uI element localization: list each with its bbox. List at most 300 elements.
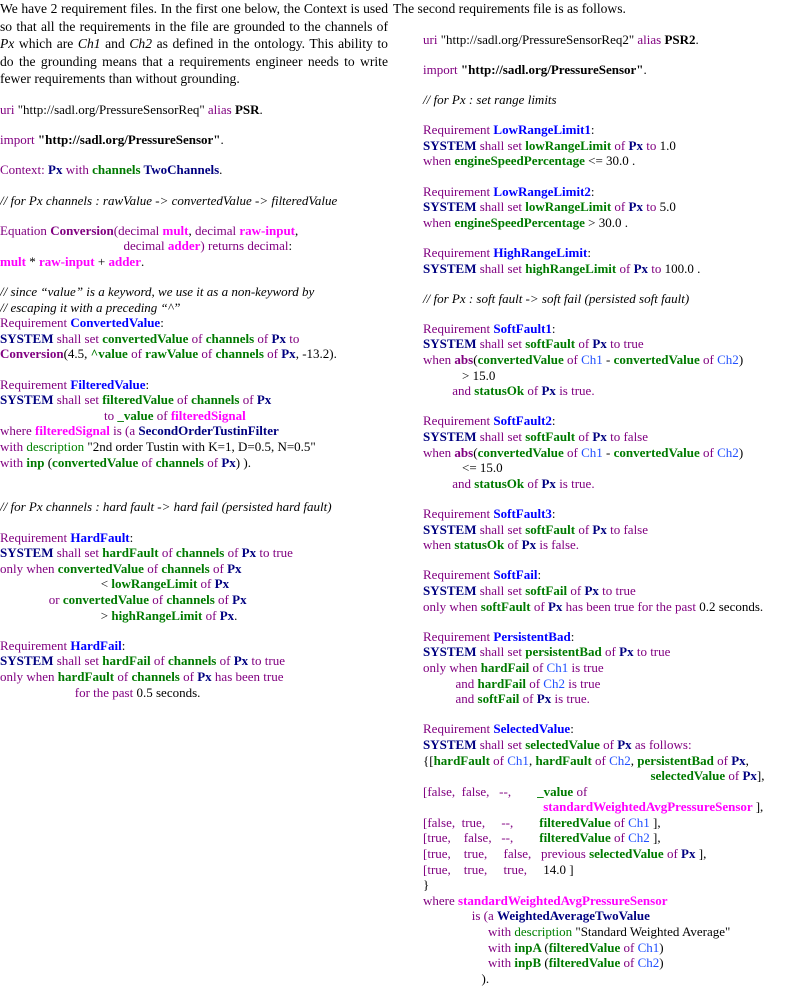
code-token: of (153, 653, 168, 669)
code-line (0, 315, 388, 331)
code-token: only when (423, 659, 481, 675)
code-token: "Standard Weighted Average" (575, 924, 731, 940)
code-line (0, 653, 388, 669)
code-token: of (191, 330, 206, 346)
code-token: SYSTEM (423, 137, 480, 153)
code-token: raw-input (39, 253, 95, 269)
code-token: _value (117, 407, 157, 423)
code-token: : (551, 413, 556, 429)
code-token: selectedValue (423, 768, 729, 784)
code-token: when (423, 153, 455, 169)
code-token: only when (423, 598, 481, 614)
code-token: <= 15.0 (423, 460, 503, 476)
code-line (423, 753, 785, 769)
code-token: LowRangeLimit1 (493, 122, 591, 138)
code-token: convertedValue (613, 444, 704, 460)
code-token: Px (214, 576, 230, 592)
code-token: alias (207, 101, 235, 117)
code-token: import (423, 61, 461, 77)
code-token: ConvertedValue (70, 315, 161, 331)
code-token: softFail (477, 691, 523, 707)
code-token: of (532, 659, 547, 675)
code-token: > 30.0 . (588, 214, 628, 230)
code-line (0, 669, 388, 685)
code-token: PersistentBad (493, 628, 571, 644)
code-token: to (651, 260, 665, 276)
code-token: Px (547, 598, 566, 614)
code-token: statusOk (474, 383, 528, 399)
code-line (0, 162, 388, 178)
blank-line (423, 276, 785, 291)
code-line (423, 830, 785, 846)
code-token: of (578, 521, 593, 537)
code-token: description (514, 924, 576, 940)
code-token: of (703, 352, 718, 368)
code-token: of (147, 560, 162, 576)
code-token: . (234, 607, 238, 623)
code-token: Px (584, 582, 603, 598)
code-token: inpA (514, 939, 545, 955)
code-token: Px (628, 137, 647, 153)
code-token: : (551, 320, 556, 336)
code-token: is true (568, 675, 601, 691)
code-token: . (695, 31, 699, 47)
code-line (0, 238, 388, 254)
code-token: convertedValue (102, 330, 192, 346)
code-line (423, 122, 785, 138)
code-token: "2nd order Tustin with K=1, D=0.5, N=0.5" (87, 439, 316, 455)
code-token: mult (162, 222, 189, 238)
code-token: , (295, 222, 299, 238)
code-token: SYSTEM (0, 545, 57, 561)
code-token: of (267, 346, 282, 362)
code-line (423, 32, 785, 48)
code-line (423, 737, 785, 753)
code-token: statusOk (454, 537, 508, 553)
code-token: Ch2 (609, 752, 631, 768)
code-line (0, 638, 388, 654)
code-token: channels (167, 653, 220, 669)
code-line (423, 413, 785, 429)
code-line (0, 608, 388, 624)
code-token: SYSTEM (423, 736, 480, 752)
code-line (0, 408, 388, 424)
code-token: ( (47, 454, 53, 470)
code-token: of (257, 330, 272, 346)
code-token: Px (592, 429, 611, 445)
code-token: persistentBad (525, 644, 606, 660)
code-token: "http://sadl.org/PressureSensorReq" (17, 101, 208, 117)
code-token: HardFault (70, 529, 130, 545)
code-token: filteredValue (539, 814, 614, 830)
code-line (0, 499, 388, 515)
code-line (423, 644, 785, 660)
code-token: ], (698, 846, 707, 862)
code-token: shall set (56, 653, 103, 669)
code-token: filteredValue (548, 955, 624, 971)
code-token: Requirement (423, 721, 494, 737)
code-line (0, 423, 388, 439)
code-line (423, 261, 785, 277)
blank-line (423, 47, 785, 62)
code-token: of (570, 582, 585, 598)
code-token: Px (592, 521, 611, 537)
code-token: Ch2 (717, 444, 739, 460)
code-token: We have 2 requirement files. In the first one below, the Context is used so that all the requirements in the file are grounded to the channels of (0, 1, 388, 34)
code-token: : (590, 183, 595, 199)
code-token: TwoChannels (143, 162, 220, 178)
code-line (423, 476, 785, 492)
code-token: is false. (539, 537, 580, 553)
code-token: channels (215, 346, 268, 362)
code-line (423, 676, 785, 692)
code-token: SYSTEM (0, 330, 57, 346)
code-line (423, 537, 785, 553)
code-token: of (227, 545, 242, 561)
code-line (423, 184, 785, 200)
code-token: + (94, 253, 109, 269)
code-token: hardFault (102, 545, 162, 561)
code-token: Px (241, 545, 260, 561)
code-token: has been true for the past (565, 598, 700, 614)
code-line (423, 599, 785, 615)
code-token: shall set (56, 392, 103, 408)
code-token: , (528, 752, 536, 768)
code-token: ( (473, 352, 478, 368)
blank-line (0, 270, 388, 285)
code-token: of (176, 392, 192, 408)
code-token: convertedValue (477, 352, 567, 368)
code-token: channels (166, 591, 219, 607)
code-token: PSR (234, 101, 260, 117)
code-token: HardFail (70, 637, 122, 653)
code-line (423, 583, 785, 599)
code-token: shall set (479, 260, 526, 276)
code-token: Requirement (423, 628, 494, 644)
code-token: Equation (0, 222, 51, 238)
code-token: Px (0, 36, 15, 52)
code-token: Requirement (0, 315, 71, 331)
code-token: abs (454, 444, 474, 460)
code-token: ( (473, 444, 478, 460)
code-line (0, 530, 388, 546)
code-token: Conversion (0, 346, 64, 362)
code-token: softFault (525, 429, 579, 445)
code-token: is (a (423, 908, 498, 924)
code-token: of (527, 383, 542, 399)
code-line (423, 768, 785, 784)
code-line (423, 908, 785, 924)
code-token: softFail (525, 582, 571, 598)
code-token: > (0, 607, 112, 623)
code-token: "http://sadl.org/PressureSensorReq2" (440, 31, 638, 47)
code-token: of (614, 814, 629, 830)
code-line (0, 223, 388, 239)
code-token: Requirement (423, 567, 494, 583)
code-token: channels (131, 668, 184, 684)
code-token: of (493, 752, 508, 768)
code-token: ) ). (235, 454, 251, 470)
blank-line (0, 485, 388, 500)
code-token: convertedValue (62, 591, 153, 607)
code-line (423, 383, 785, 399)
code-line (423, 784, 785, 800)
code-token: and (423, 383, 475, 399)
code-token: and (423, 691, 478, 707)
code-token: convertedValue (57, 560, 148, 576)
code-token: convertedValue (52, 454, 142, 470)
intro-paragraph (393, 0, 785, 18)
blank-line (423, 169, 785, 184)
code-line (0, 392, 388, 408)
code-token: with (423, 939, 515, 955)
code-token: . (259, 101, 263, 117)
code-line (423, 862, 785, 878)
code-token: Px (619, 644, 637, 660)
code-token: and (100, 36, 130, 52)
code-line (423, 460, 785, 476)
code-token: : (590, 122, 595, 138)
code-token: channels (191, 392, 243, 408)
code-token: to (646, 199, 660, 215)
code-token: of (200, 576, 215, 592)
code-token: "http://sadl.org/PressureSensor" (460, 61, 644, 77)
code-token: Px (256, 392, 272, 408)
code-token: adder (167, 238, 201, 254)
code-token: alias (637, 31, 665, 47)
code-token: to false (610, 521, 649, 537)
code-token: of (152, 591, 167, 607)
code-line (0, 576, 388, 592)
code-token: to true (610, 336, 644, 352)
code-token: softFault (525, 336, 579, 352)
code-token: and (423, 475, 475, 491)
code-token: of (141, 454, 156, 470)
code-token: of (623, 955, 638, 971)
code-token: Requirement (0, 529, 71, 545)
code-token: statusOk (474, 475, 528, 491)
code-line (423, 92, 785, 108)
code-token: rawValue (145, 346, 202, 362)
code-token: 0.5 seconds. (136, 684, 201, 700)
code-token: of (212, 560, 228, 576)
code-token: Requirement (423, 506, 494, 521)
code-token: to true (602, 582, 636, 598)
code-token: Conversion (50, 222, 114, 238)
code-token: * (26, 253, 39, 269)
code-line (423, 138, 785, 154)
code-token: Px (536, 691, 555, 707)
code-token: : (551, 506, 556, 521)
code-token: to (289, 330, 300, 346)
code-token: of (533, 598, 548, 614)
code-token: with (423, 924, 515, 940)
code-token: Requirement (423, 122, 494, 138)
right-column (393, 0, 785, 986)
blank-line (423, 614, 785, 629)
code-token: to true (636, 644, 671, 660)
code-token: shall set (479, 736, 526, 752)
code-token: Px (221, 454, 236, 470)
blank-line (423, 707, 785, 722)
code-token: of (205, 607, 220, 623)
code-line (423, 924, 785, 940)
code-line (423, 336, 785, 352)
code-token: or (0, 591, 63, 607)
code-token: of (567, 444, 582, 460)
code-token: Ch2 (628, 830, 654, 846)
code-token: Px (731, 752, 746, 768)
code-token: : (121, 637, 126, 653)
code-token: filteredSignal (170, 407, 246, 423)
code-token: shall set (479, 137, 526, 153)
code-token: is true. (554, 691, 590, 707)
code-token: , (745, 752, 749, 768)
blank-line (0, 515, 388, 530)
code-token: ) (659, 939, 664, 955)
code-token: Requirement (423, 183, 494, 199)
code-token: of (619, 260, 634, 276)
code-token: of (576, 783, 588, 799)
code-token: of (595, 752, 610, 768)
code-token: _value (537, 783, 577, 799)
code-token: [false, true, --, (423, 814, 540, 830)
code-token: Requirement (423, 244, 494, 260)
code-token: SYSTEM (423, 521, 480, 537)
code-token: softFault (525, 521, 579, 537)
code-token: SYSTEM (423, 260, 480, 276)
code-token: of (578, 336, 593, 352)
code-token: {[ (423, 752, 434, 768)
left-column (0, 0, 388, 700)
code-token: of (703, 444, 718, 460)
code-line (0, 193, 388, 209)
code-token: ) returns decimal (200, 238, 289, 254)
code-token: is true (571, 659, 604, 675)
code-token: shall set (479, 582, 526, 598)
code-token: channels (92, 162, 144, 178)
code-token: Ch1 (77, 36, 101, 52)
code-token: engineSpeedPercentage (454, 214, 589, 230)
code-token: shall set (479, 644, 526, 660)
code-token: of (117, 668, 132, 684)
code-token: lowRangeLimit (525, 137, 615, 153)
code-token: convertedValue (477, 444, 567, 460)
code-token: of (614, 137, 629, 153)
code-line (423, 245, 785, 261)
code-token: standardWeightedAvgPressureSensor (458, 892, 668, 908)
code-token: , (188, 222, 195, 238)
code-line (423, 955, 785, 971)
code-line (423, 153, 785, 169)
code-token: ^value (90, 346, 132, 362)
code-token: of (156, 407, 171, 423)
code-token: . (643, 61, 647, 77)
code-token: selectedValue (525, 736, 604, 752)
code-token: hardFail (480, 659, 533, 675)
code-token: softFault (480, 598, 534, 614)
code-line (423, 291, 785, 307)
code-token: SYSTEM (0, 653, 57, 669)
code-comment: // for Px : set range limits (423, 91, 557, 107)
code-token: Px (271, 330, 290, 346)
code-token: filteredValue (548, 939, 624, 955)
code-line (423, 971, 785, 987)
code-comment: // for Px : soft fault -> soft fail (persisted soft fault) (423, 290, 690, 306)
code-token: of (623, 939, 638, 955)
code-token: is (a (113, 423, 139, 439)
code-token: standardWeightedAvgPressureSensor (423, 799, 756, 815)
blank-line (0, 208, 388, 223)
code-token: where (0, 423, 36, 439)
code-token: FilteredValue (70, 376, 146, 392)
code-token: of (218, 591, 233, 607)
code-line (423, 721, 785, 737)
code-token: to false (610, 429, 649, 445)
code-token: 100.0 . (664, 260, 701, 276)
code-token: filteredSignal (35, 423, 114, 439)
code-token: has been true (214, 668, 284, 684)
code-token: uri (423, 31, 441, 47)
code-token: of (578, 429, 593, 445)
code-token: when (423, 537, 455, 553)
code-token: of (614, 830, 629, 846)
code-token: of (522, 691, 537, 707)
code-line (423, 815, 785, 831)
code-token: ( (544, 955, 549, 971)
code-token: Px (742, 768, 757, 784)
code-token: selectedValue (589, 846, 667, 862)
blank-line (0, 178, 388, 193)
code-token: is true. (559, 383, 595, 399)
code-token: SYSTEM (423, 644, 480, 660)
code-token: : (145, 376, 150, 392)
code-token: shall set (479, 521, 526, 537)
code-token: Px (617, 736, 635, 752)
code-token: Px (521, 537, 540, 553)
code-token: Px (219, 607, 235, 623)
code-token: - (602, 444, 614, 460)
code-token: ], (653, 830, 661, 846)
code-token: for the past (0, 684, 137, 700)
code-comment: // for Px channels : rawValue -> convertedValue -> filteredValue (0, 192, 338, 208)
code-token: of (614, 199, 629, 215)
blank-line (423, 230, 785, 245)
code-token: . (220, 132, 224, 148)
blank-line (423, 77, 785, 92)
code-token: when (423, 444, 455, 460)
code-token: : (160, 315, 164, 331)
code-token: } (423, 877, 430, 893)
requirements-file-1 (0, 102, 388, 700)
code-token: shall set (479, 199, 526, 215)
code-token: Ch2 (129, 36, 153, 52)
code-line (0, 455, 388, 471)
blank-line (423, 108, 785, 123)
code-token: HighRangeLimit (493, 244, 588, 260)
code-token: Px (232, 591, 247, 607)
code-token: raw-input (239, 222, 296, 238)
code-token: 0.2 seconds. (699, 598, 764, 614)
code-token: lowRangeLimit (111, 576, 201, 592)
blank-line (423, 306, 785, 321)
code-line (0, 284, 388, 300)
code-token: Px (281, 346, 296, 362)
code-token: with (65, 162, 93, 178)
code-token: Ch2 (637, 955, 660, 971)
blank-line (423, 553, 785, 568)
code-token: The second requirements file is as follows. (393, 1, 626, 16)
